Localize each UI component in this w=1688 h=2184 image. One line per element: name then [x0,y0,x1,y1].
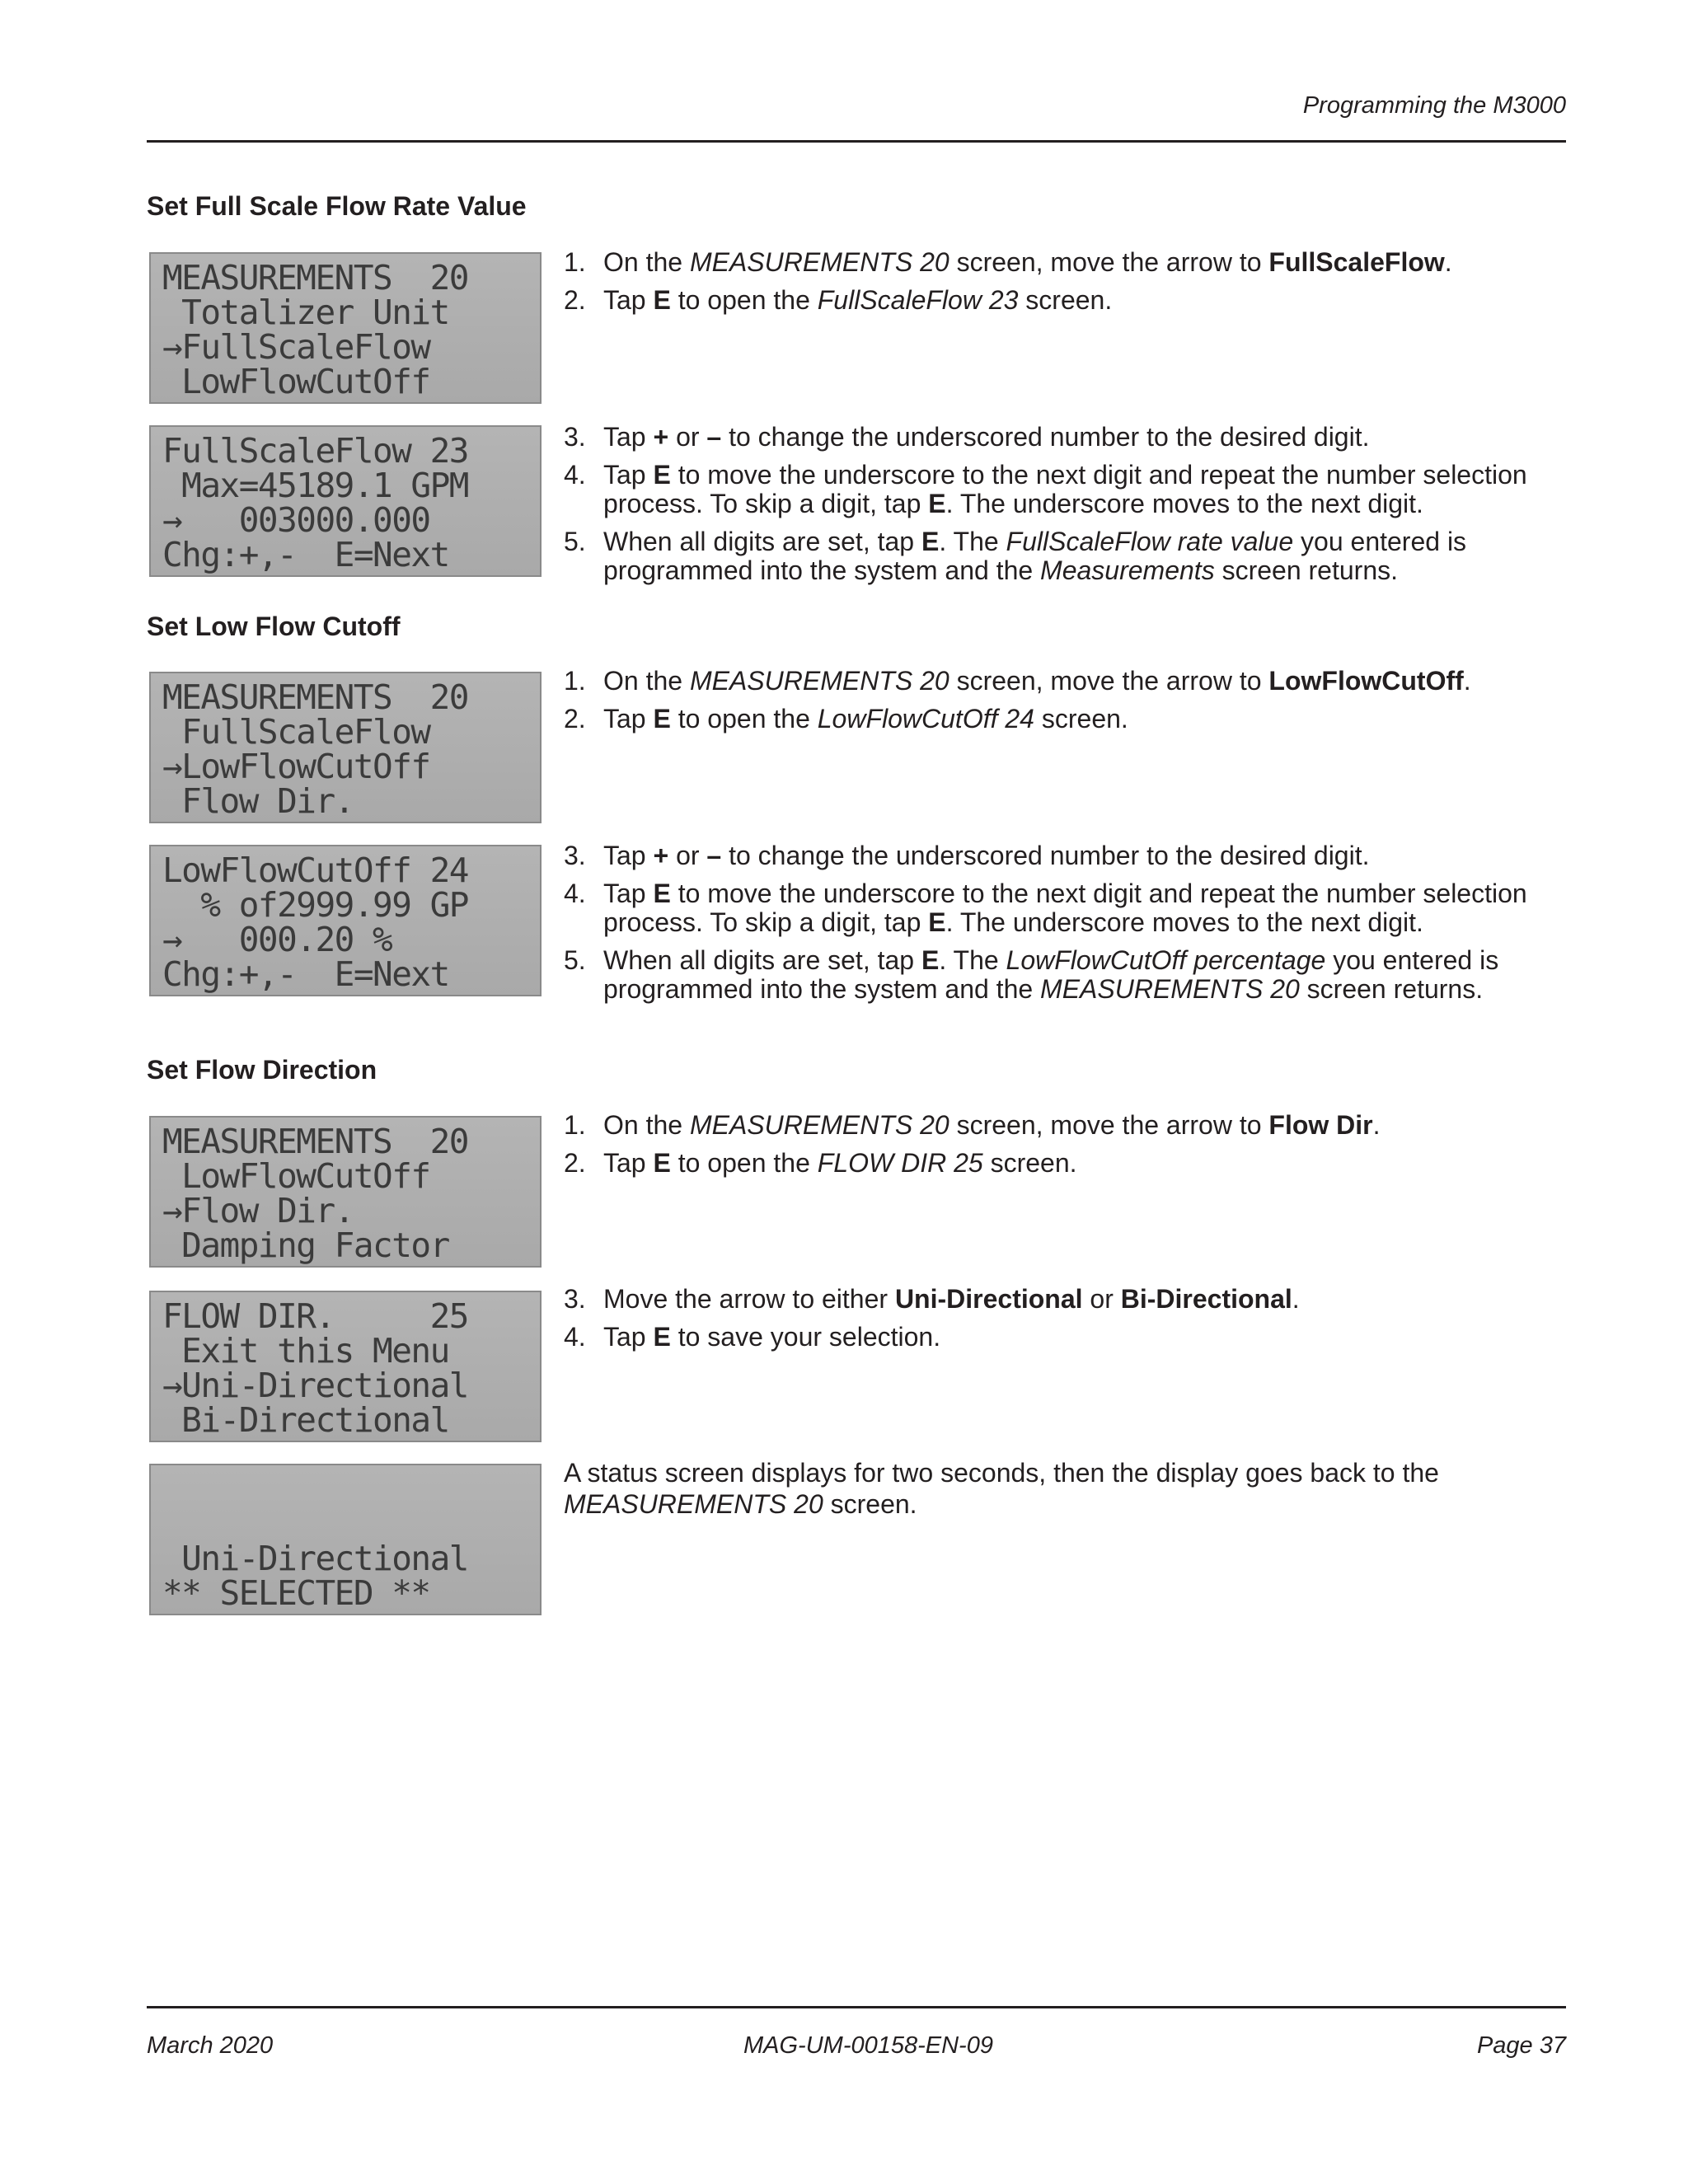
step-item [564,248,1536,277]
bold-text: – [706,841,722,870]
lcd-line: → 003000.000 [162,500,430,540]
step-number: 2. [564,1148,586,1178]
bold-text: E [653,460,671,490]
text-run: When all digits are set, tap [603,945,921,975]
lcd-screen-measurements [149,252,542,404]
lcd-line: Exit this Menu [162,1331,449,1371]
footer-rule [147,2006,1566,2008]
text-run: to open the [670,1148,818,1178]
step-item [564,286,1536,315]
step-number: 2. [564,285,586,315]
text-run: you entered is programmed into the system and the [603,527,1467,585]
steps-low-flow-open [564,667,1536,743]
italic-text: FullScaleFlow 23 [817,285,1019,315]
lcd-line: Totalizer Unit [162,293,449,332]
text-run: Tap [603,1148,654,1178]
text-run: On the [603,666,690,696]
text-run: Tap [603,1322,654,1352]
text-run: . [1292,1284,1300,1314]
lcd-line: Chg:+,- E=Next [162,954,449,994]
italic-text: Measurements [1040,555,1215,585]
lcd-screen-measurements [149,672,542,823]
status-screen-note [564,1457,1487,1520]
text-run: . [1463,666,1471,696]
text-run: screen, move the arrow to [949,247,1269,277]
bold-text: E [653,1322,671,1352]
text-run: . [1444,247,1452,277]
text-run: Tap [603,285,654,315]
step-item [564,527,1536,585]
text-run: screen. [1034,704,1128,733]
text-run: screen returns. [1214,555,1398,585]
italic-text: MEASUREMENTS 20 [1040,974,1300,1004]
text-run: . The underscore moves to the next digit. [945,489,1423,518]
text-run: or [668,422,707,452]
text-run: Tap [603,879,654,908]
text-run: . The [939,945,1006,975]
lcd-line: →Flow Dir. [162,1191,354,1230]
text-run: screen. [1018,285,1113,315]
lcd-line: Bi-Directional [162,1400,449,1440]
text-run: screen. [823,1489,917,1519]
lcd-line: ** SELECTED ** [162,1573,430,1613]
step-item [564,841,1536,870]
text-run: On the [603,1110,690,1140]
step-number: 1. [564,1110,586,1140]
text-run: screen, move the arrow to [949,1110,1269,1140]
step-number: 3. [564,1284,586,1314]
lcd-line: Flow Dir. [162,781,354,821]
italic-text: MEASUREMENTS 20 [564,1489,823,1519]
steps-low-flow-set [564,841,1536,1013]
lcd-line: FLOW DIR. 25 [162,1296,468,1336]
italic-text: FLOW DIR 25 [817,1148,983,1178]
text-run: to move the underscore to the next digit and repeat the number selection process. To skip a digit, tap [603,879,1527,937]
text-run: On the [603,247,690,277]
lcd-screen-lowflowcutoff [149,845,542,996]
step-item [564,946,1536,1004]
footer-page-number: Page 37 [1476,2032,1566,2059]
text-run: screen returns. [1299,974,1484,1004]
text-run: When all digits are set, tap [603,527,921,556]
steps-flow-dir-open [564,1111,1536,1187]
lcd-screen-fullscaleflow [149,425,542,577]
italic-text: MEASUREMENTS 20 [689,666,950,696]
steps-flow-dir-select [564,1285,1536,1361]
bold-text: E [653,879,671,908]
step-item [564,1323,1536,1352]
step-item [564,879,1536,937]
text-run: to move the underscore to the next digit and repeat the number selection process. To skip a digit, tap [603,460,1527,518]
lcd-line: Uni-Directional [162,1539,468,1578]
text-run: screen, move the arrow to [949,666,1269,696]
lcd-line: LowFlowCutOff [162,1156,430,1196]
lcd-line: Max=45189.1 GPM [162,466,468,505]
step-item [564,1285,1536,1314]
lcd-line [162,1472,532,1507]
header-rule [147,140,1566,143]
step-number: 3. [564,422,586,452]
step-item [564,1149,1536,1178]
step-number: 4. [564,879,586,908]
step-number: 4. [564,460,586,490]
bold-text: Bi-Directional [1120,1284,1292,1314]
bold-text: Uni-Directional [894,1284,1083,1314]
italic-text: MEASUREMENTS 20 [689,247,950,277]
italic-text: MEASUREMENTS 20 [689,1110,950,1140]
step-item [564,461,1536,518]
step-item [564,1111,1536,1140]
step-item [564,705,1536,733]
step-number: 5. [564,945,586,975]
bold-text: Flow Dir [1268,1110,1373,1140]
text-run: to save your selection. [670,1322,941,1352]
steps-full-scale-set [564,423,1536,594]
section-title-flow-direction: Set Flow Direction [147,1055,377,1085]
section-title-low-flow: Set Low Flow Cutoff [147,612,401,641]
lcd-line: MEASUREMENTS 20 [162,677,468,717]
step-number: 1. [564,247,586,277]
bold-text: FullScaleFlow [1268,247,1445,277]
step-item [564,667,1536,696]
step-number: 1. [564,666,586,696]
text-run: Tap [603,460,654,490]
bold-text: E [928,907,946,937]
text-run: . [1372,1110,1381,1140]
text-run: . The [939,527,1006,556]
lcd-line: → 000.20 % [162,920,392,959]
lcd-line [162,1507,532,1541]
bold-text: + [653,422,669,452]
lcd-line: →FullScaleFlow [162,327,430,367]
step-number: 5. [564,527,586,556]
footer-doc-id: MAG-UM-00158-EN-09 [743,2032,993,2059]
text-run: to change the underscored number to the desired digit. [721,841,1370,870]
text-run: Tap [603,704,654,733]
text-run: . The underscore moves to the next digit. [945,907,1423,937]
text-run: to open the [670,285,818,315]
bold-text: – [706,422,722,452]
lcd-line: →Uni-Directional [162,1366,468,1405]
lcd-line: LowFlowCutOff [162,362,430,401]
steps-full-scale-open [564,248,1536,324]
lcd-line: FullScaleFlow [162,712,430,752]
lcd-screen-measurements [149,1116,542,1268]
lcd-line: Damping Factor [162,1226,449,1265]
lcd-line: FullScaleFlow 23 [162,431,468,471]
text-run: to open the [670,704,818,733]
step-number: 2. [564,704,586,733]
text-run: to change the underscored number to the desired digit. [721,422,1370,452]
bold-text: LowFlowCutOff [1268,666,1464,696]
section-title-full-scale: Set Full Scale Flow Rate Value [147,191,527,221]
text-run: screen. [982,1148,1077,1178]
text-run: Move the arrow to either [603,1284,895,1314]
text-run: you entered is programmed into the system and the [603,945,1499,1004]
bold-text: E [653,285,671,315]
bold-text: E [928,489,946,518]
running-header: Programming the M3000 [1302,92,1566,119]
lcd-line: →LowFlowCutOff [162,747,430,786]
bold-text: E [653,704,671,733]
bold-text: E [653,1148,671,1178]
text-run: or [1082,1284,1121,1314]
bold-text: E [921,527,940,556]
lcd-screen-flow-dir [149,1291,542,1442]
text-run: Tap [603,422,654,452]
text-run: A status screen displays for two seconds, then the display goes back to the [564,1458,1439,1488]
text-run: Tap [603,841,654,870]
step-item [564,423,1536,452]
lcd-line: MEASUREMENTS 20 [162,258,468,298]
lcd-line: MEASUREMENTS 20 [162,1122,468,1161]
lcd-line: LowFlowCutOff 24 [162,851,468,890]
bold-text: E [921,945,940,975]
italic-text: LowFlowCutOff percentage [1006,945,1326,975]
text-run: or [668,841,707,870]
footer-date: March 2020 [147,2032,274,2059]
italic-text: FullScaleFlow rate value [1006,527,1294,556]
step-number: 3. [564,841,586,870]
lcd-screen-status [149,1464,542,1615]
step-number: 4. [564,1322,586,1352]
lcd-line: Chg:+,- E=Next [162,535,449,574]
lcd-line: % of2999.99 GP [162,885,468,925]
bold-text: + [653,841,669,870]
italic-text: LowFlowCutOff 24 [817,704,1034,733]
